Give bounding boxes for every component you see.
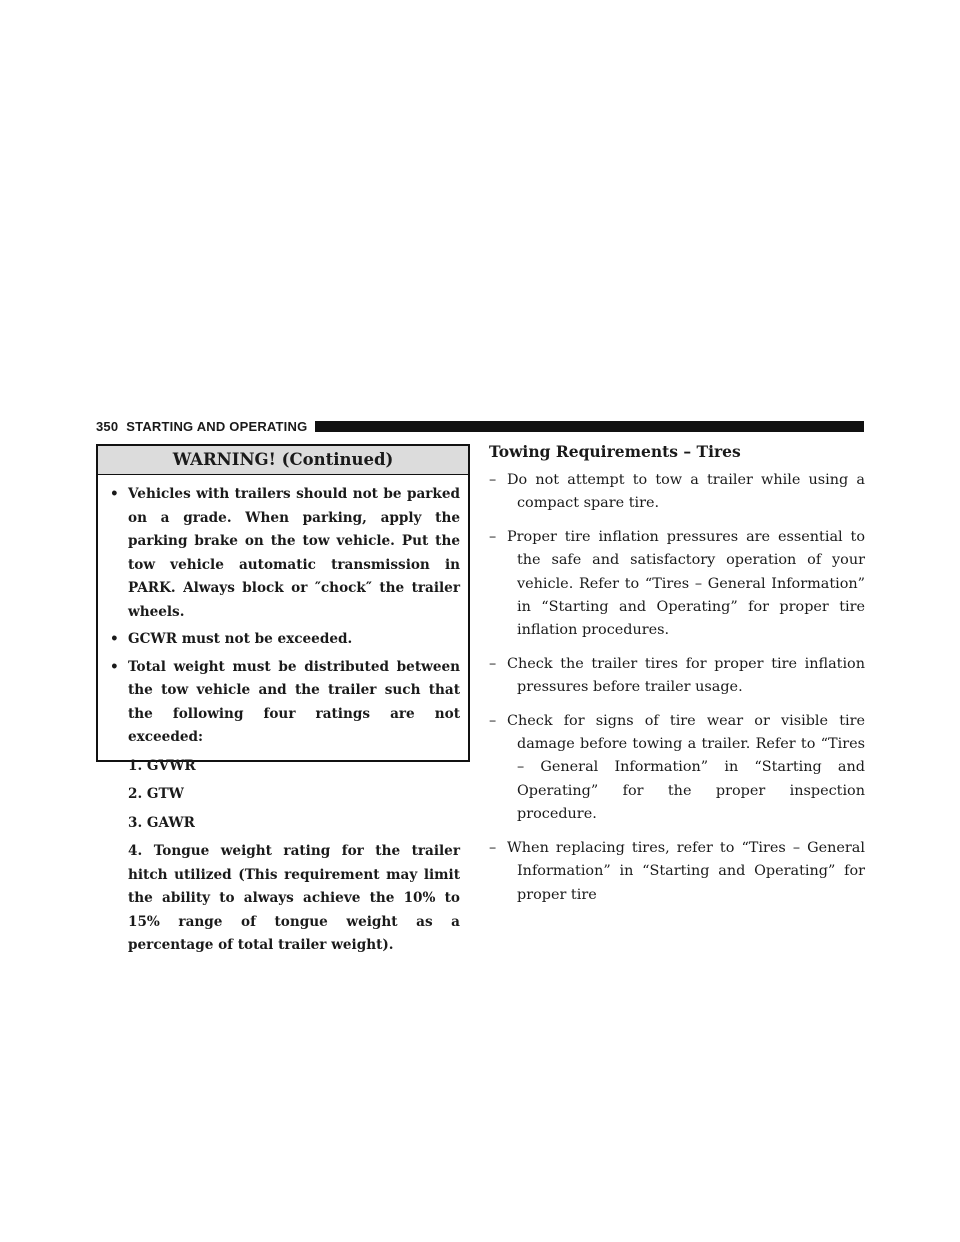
rating-item: 1. GVWR — [128, 757, 196, 774]
warning-title: WARNING! (Continued) — [98, 446, 468, 475]
warning-item — [108, 628, 460, 652]
bullet-icon: • — [110, 486, 119, 502]
warning-item-text: GCWR must not be exceeded. — [128, 631, 353, 647]
page-header — [96, 417, 864, 435]
dash-icon: – — [489, 839, 497, 856]
rating-item: 2. GTW — [128, 786, 184, 802]
list-item — [489, 469, 865, 516]
list-item-text: Proper tire inflation pressures are essential to the safe and satisfactory operation of your vehicle. Refer to “Tires – General Information” in “Starting and Operating” for proper tire inflation procedures. — [507, 528, 865, 639]
dash-icon: – — [489, 528, 497, 545]
warning-item — [108, 656, 460, 958]
list-item — [489, 837, 865, 907]
list-item-text: Do not attempt to tow a trailer while using a compact spare tire. — [507, 472, 865, 512]
list-item — [489, 710, 865, 827]
bullet-icon: • — [110, 658, 119, 675]
dash-icon: – — [489, 712, 497, 729]
warning-box — [96, 444, 470, 953]
rating-item-final: 4. Tongue weight rating for the trailer hitch utilized (This requirement may limit the ability to always achieve the 10% to 15% range of tongue weight as a percentage of total trailer weight). — [128, 843, 460, 953]
dash-icon: – — [489, 655, 497, 672]
section-heading: Towing Requirements – Tires — [489, 442, 741, 461]
warning-item-text: Vehicles with trailers should not be parked on a grade. When parking, apply the parking brake on the tow vehicle. Put the tow vehicle automatic transmission in PARK. Always block or ″chock″ the trailer wheels. — [128, 486, 460, 620]
tires-section — [489, 441, 865, 917]
rating-list — [128, 755, 460, 958]
list-item-text: Check the trailer tires for proper tire inflation pressures before trailer usage. — [507, 655, 865, 696]
warning-item — [108, 483, 460, 624]
rating-item: 3. GAWR — [128, 814, 195, 831]
warning-body — [98, 475, 468, 958]
page-number: 350 — [96, 418, 119, 434]
dash-icon: – — [489, 472, 497, 488]
warning-item-text: Total weight must be distributed between the tow vehicle and the trailer such that the following four ratings are not exceeded: — [128, 658, 460, 745]
bullet-icon: • — [110, 631, 119, 647]
list-item-text: When replacing tires, refer to “Tires – General Information” in “Starting and Operating” for proper tire — [507, 839, 865, 903]
list-item-text: Check for signs of tire wear or visible tire damage before towing a trailer. Refer to “Tires – General Information” in “Starting and Operating” for the proper inspection procedure. — [507, 712, 865, 823]
list-item — [489, 653, 865, 700]
list-item — [489, 526, 865, 643]
section-title: STARTING AND OPERATING — [126, 418, 308, 434]
header-rule — [315, 421, 864, 432]
